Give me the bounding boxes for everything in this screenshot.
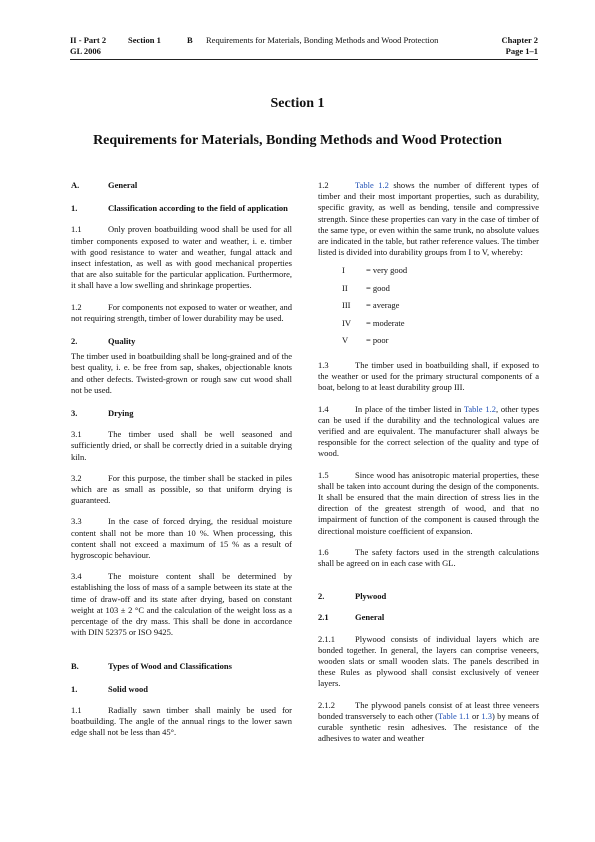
heading-b-1: 1. Solid wood [71,683,148,694]
heading-2: 2. Quality [71,336,136,347]
header-gl: GL 2006 [70,46,101,56]
paragraph-r-1-5: 1.5 Since wood has anisotropic material properties, these shall be taken into account during the design of the components. It shall be ensured that the main direction of stress lies in the direction of the greatest strength of wood, and that no impairment of function of the component is caused through the directional moisture coefficient of expansion. [318,469,539,536]
durability-item: II = good [342,282,390,293]
header-title: Requirements for Materials, Bonding Methods and Wood Protection [206,35,439,45]
paragraph-3-4: 3.4 The moisture content shall be determined by establishing the loss of mass of a sample between its state at the time of draw-off and its state after drying, based on constant weight at 103 ± 2 °C and the calculation of the weight loss as a percentage of the dry mass. This shall be done in accordance with DIN 52375 or ISO 9425. [71,571,292,638]
paragraph-b-1-1: 1.1 Radially sawn timber shall mainly be used for boatbuilding. The angle of the annual rings to the lower sawn edge shall not be less than 45°. [71,704,292,738]
paragraph-r-2-1-2: 2.1.2 The plywood panels consist of at least three veneers bonded transversely to each other (Table 1.1 or 1.3) by means of curable synthetic resin adhesives. The resistance of the adhesives to water and weather [318,699,539,744]
header-part: II - Part 2 [70,35,107,45]
header-section: Section 1 [128,35,161,45]
paragraph-r-1-2: 1.2 Table 1.2 shows the number of different types of timber and their most important properties, such as durability, specific gravity, as well as bending, tensile and compressive strength. Since these properties can vary in the case of timber of the same type, or even within the same trunk, no absolute values are indicated in the table, but rather reference values. The timber listed is divided into durability groups from I to V, whereby: [318,180,539,258]
heading-b: B. Types of Wood and Classifications [71,660,232,671]
header-page: Page 1–1 [505,46,538,56]
header-chapter: Chapter 2 [501,35,538,45]
paragraph-1-1: 1.1 Only proven boatbuilding wood shall be used for all timber components exposed to water and weather, i. e. timber with good resistance to water and weather, fungal attack and insect infestation, as well as with good mechanical properties that are also suitable for the particular application. Furthermore, it shall have a low swelling and shrinkage properties. [71,224,292,291]
link-table-1-2[interactable]: Table 1.2 [463,403,496,414]
paragraph-r-1-3: 1.3 The timber used in boatbuilding shall, if exposed to the weather or used for the primary structural components of a boat, belong to at least durability group III. [318,359,539,393]
heading-1: 1. Classification according to the field of application [71,203,288,214]
heading-r-2: 2. Plywood [318,591,387,602]
paragraph-3-2: 3.2 For this purpose, the timber shall be stacked in piles which are as small as possible, so that uniform drying is guaranteed. [71,472,292,506]
paragraph-1-2: 1.2 For components not exposed to water or weather, and not requiring strength, timber of lower durability may be used. [71,301,292,323]
heading-r-2-1: 2.1 General [318,612,385,623]
main-title: Requirements for Materials, Bonding Methods and Wood Protection [93,133,502,148]
heading-a: A. General [71,180,138,190]
paragraph-r-1-6: 1.6 The safety factors used in the strength calculations shall be agreed on in each case with GL. [318,546,539,568]
paragraph-3-3: 3.3 In the case of forced drying, the residual moisture content shall not be more than 10 %. When processing, this content shall not exceed a maximum of 15 % as a result of hygroscopic behaviour. [71,516,292,561]
durability-item: III = average [342,300,400,311]
section-title: Section 1 [270,96,325,111]
link-table-1-2[interactable]: Table 1.2 [355,180,389,190]
right-column [318,180,539,744]
heading-3: 3. Drying [71,408,134,419]
durability-item: I = very good [342,265,408,276]
left-column [71,180,292,739]
paragraph-2: The timber used in boatbuilding shall be long-grained and of the best quality, i. e. be free from sap, shakes, objectionable knots and other defects. Twisted-grown or rough saw cut wood shall not be used. [71,351,292,395]
header-letter: B [187,35,193,45]
paragraph-r-2-1-1: 2.1.1 Plywood consists of individual layers which are bonded together. In general, the layers can comprise veneers, wooden slats or small wooden slats. The panels described in these Rules as plywood shall consist exclusively of veneer layers. [318,633,539,689]
header-rule [70,59,538,60]
durability-item: IV = moderate [342,317,405,328]
durability-item: V = poor [342,335,389,346]
link-table-1-1[interactable]: Table 1.1 [438,710,470,721]
paragraph-3-1: 3.1 The timber used shall be well seasoned and sufficiently dried, or shall be correctly dried in a suitable drying kiln. [71,429,292,462]
link-table-1-3[interactable]: 1.3 [481,710,492,721]
durability-list [318,262,539,350]
paragraph-r-1-4: 1.4 In place of the timber listed in Table 1.2, other types can be used if the durability and the technological values are verified and are equivalent. The manufacturer shall always be responsible for the correct selection of the quality and type of wood. [318,403,539,459]
